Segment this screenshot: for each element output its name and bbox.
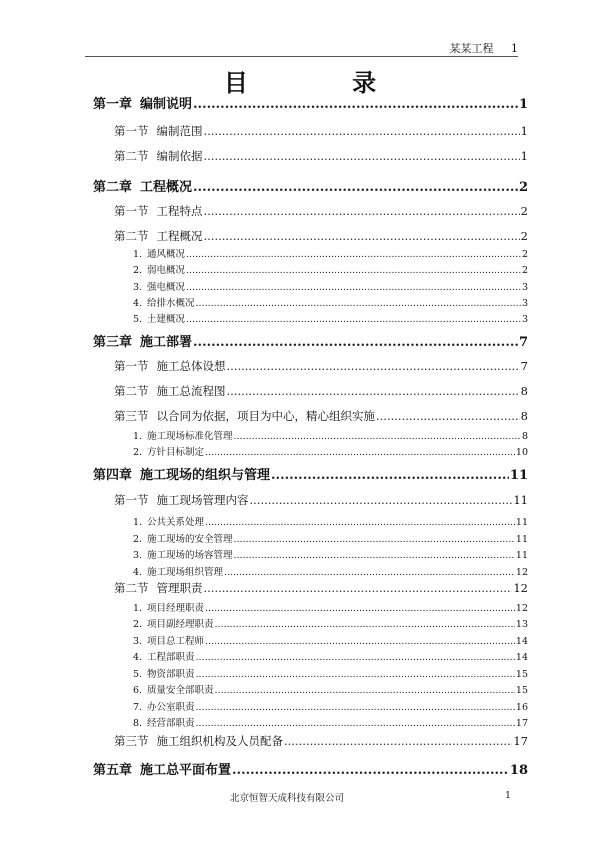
toc-entry-text: 项目副经理职责 [147,619,214,630]
toc-entry-page: 15 [515,685,528,696]
toc-entry-page: 17 [513,734,528,748]
toc-item[interactable] [133,699,528,713]
toc-title: 目 录 [223,68,425,97]
dot-leader [205,603,515,614]
toc-entry-label [114,148,203,164]
toc-entry-number: 7. [133,702,143,713]
toc-entry-number: 6. [133,685,143,696]
toc-item[interactable] [133,715,528,729]
toc-item[interactable] [133,246,528,260]
dot-leader [227,359,520,373]
toc-section[interactable] [114,203,528,219]
toc-chapter[interactable] [93,464,528,483]
toc-entry-number: 3. [133,636,143,647]
toc-entry-label [93,759,231,778]
toc-entry-text: 方针目标制定 [147,447,205,458]
toc-entry-text: 编制说明 [140,97,193,112]
toc-section[interactable] [114,580,528,596]
toc-entry-number: 第五章 [93,763,133,778]
toc-entry-page: 13 [515,619,528,630]
toc-entry-number: 第三节 [114,734,149,748]
toc-entry-number: 8. [133,718,143,729]
toc-entry-text: 施工现场标准化管理 [147,431,233,442]
dot-leader [234,550,515,561]
toc-section[interactable] [114,733,528,749]
toc-section[interactable] [114,358,528,374]
dot-leader [204,204,520,218]
dot-leader [204,229,520,243]
toc-entry-text: 弱电概况 [147,265,186,276]
toc-entry-number: 1. [133,431,143,442]
toc-entry-text: 质量安全部职责 [147,685,214,696]
toc-entry-label [133,649,195,663]
toc-entry-number: 第一章 [93,97,133,112]
toc-entry-page: 12 [513,581,528,595]
toc-entry-page: 3 [521,314,528,325]
dot-leader [196,298,521,309]
toc-entry-text: 工程部职责 [147,652,195,663]
toc-item[interactable] [133,295,528,309]
toc-entry-page: 3 [521,282,528,293]
toc-entry-text: 施工现场管理内容 [156,493,249,507]
toc-entry-page: 1 [520,124,528,138]
toc-entry-number: 2. [133,265,143,276]
dot-leader [196,702,515,713]
toc-entry-label [133,633,204,647]
dot-leader [250,493,513,507]
toc-entry-label [133,699,195,713]
toc-entry-page: 11 [515,550,528,561]
toc-entry-number: 第二章 [93,180,133,195]
toc-entry-page: 14 [515,652,528,663]
dot-leader [376,409,520,423]
toc-entry-label [114,203,203,219]
toc-entry-text: 工程概况 [156,229,203,243]
toc-entry-number: 第二节 [114,581,149,595]
toc-section[interactable] [114,148,528,164]
toc-entry-page: 11 [509,468,528,483]
footer-company: 北京恒智天成科技有限公司 [230,793,345,804]
toc-entry-number: 3. [133,550,143,561]
footer-page-number: 1 [505,790,512,801]
toc-entry-label [114,408,375,424]
toc-entry-label [133,616,214,630]
toc-item[interactable] [133,633,528,647]
toc-entry-page: 8 [520,409,528,423]
toc-entry-label [93,176,192,195]
toc-entry-number: 第一节 [114,124,149,138]
toc-entry-page: 1 [520,149,528,163]
toc-entry-label [114,228,203,244]
toc-entry-text: 施工总流程图 [156,384,226,398]
toc-entry-page: 7 [520,359,528,373]
toc-entry-text: 施工现场的组织与管理 [140,468,271,483]
dot-leader [215,619,515,630]
toc-entry-text: 办公室职责 [147,702,195,713]
toc-entry-number: 第二节 [114,384,149,398]
toc-entry-page: 15 [515,669,528,680]
dot-leader [193,335,518,350]
toc-entry-page: 2 [521,265,528,276]
toc-entry-page: 12 [515,567,528,578]
toc-entry-label [133,428,233,442]
toc-entry-label [133,295,195,309]
toc-entry-number: 5. [133,669,143,680]
dot-leader [193,97,518,112]
toc-entry-number: 第一节 [114,493,149,507]
dot-leader [284,734,512,748]
dot-leader [193,180,518,195]
toc-entry-number: 2. [133,447,143,458]
toc-entry-text: 经营部职责 [147,718,195,729]
toc-entry-text: 给排水概况 [147,298,195,309]
toc-entry-number: 第三章 [93,335,133,350]
dot-leader [196,718,515,729]
dot-leader [186,249,521,260]
toc-entry-text: 项目经理职责 [147,603,205,614]
toc-entry-text: 编制范围 [156,124,203,138]
toc-entry-text: 编制依据 [156,149,203,163]
toc-chapter[interactable] [93,759,528,778]
toc-entry-number: 2. [133,534,143,545]
toc-entry-label [133,514,204,528]
toc-entry-page: 7 [518,335,528,350]
toc-item[interactable] [133,682,528,696]
toc-entry-label [133,682,214,696]
dot-leader [224,567,515,578]
toc-entry-label [114,492,249,508]
toc-entry-text: 公共关系处理 [147,517,205,528]
toc-entry-text: 土建概况 [147,314,186,325]
toc-item[interactable] [133,564,528,578]
toc-entry-label [114,123,203,139]
toc-entry-text: 工程概况 [140,180,193,195]
toc-entry-number: 1. [133,603,143,614]
toc-item[interactable] [133,531,528,545]
toc-entry-text: 通风概况 [147,249,186,260]
toc-entry-text: 物资部职责 [147,669,195,680]
toc-entry-number: 5. [133,314,143,325]
toc-entry-number: 第三节 [114,409,149,423]
toc-item[interactable] [133,666,528,680]
toc-entry-label [133,564,223,578]
toc-entry-page: 16 [515,702,528,713]
toc-entry-text: 施工现场的场容管理 [147,550,233,561]
toc-entry-page: 8 [520,384,528,398]
toc-entry-page: 10 [515,447,528,458]
toc-entry-text: 以合同为依据，项目为中心，精心组织实施 [156,409,375,423]
dot-leader [205,447,515,458]
toc-chapter[interactable] [93,176,528,195]
toc-item[interactable] [133,262,528,276]
dot-leader [215,685,515,696]
toc-entry-page: 14 [515,636,528,647]
toc-entry-page: 2 [521,249,528,260]
toc-section[interactable] [114,228,528,244]
dot-leader [186,282,521,293]
toc-entry-number: 4. [133,298,143,309]
toc-entry-text: 项目总工程师 [147,636,205,647]
page-header [85,40,518,57]
toc-entry-page: 17 [515,718,528,729]
toc-entry-number: 第一节 [114,359,149,373]
dot-leader [234,431,521,442]
toc-entry-page: 3 [521,298,528,309]
toc-entry-page: 12 [515,603,528,614]
toc-entry-page: 2 [520,204,528,218]
toc-item[interactable] [133,649,528,663]
toc-entry-number: 第二节 [114,229,149,243]
toc-entry-number: 1. [133,517,143,528]
toc-item[interactable] [133,514,528,528]
header-page-number: 1 [511,42,518,55]
toc-entry-page: 11 [515,517,528,528]
toc-entry-label [93,331,192,350]
toc-entry-number: 3. [133,282,143,293]
toc-entry-number: 1. [133,249,143,260]
dot-leader [204,581,513,595]
toc-section[interactable] [114,492,528,508]
toc-entry-text: 工程特点 [156,204,203,218]
toc-entry-number: 4. [133,652,143,663]
toc-entry-number: 第一节 [114,204,149,218]
toc-item[interactable] [133,616,528,630]
toc-entry-label [93,464,270,483]
toc-entry-number: 4. [133,567,143,578]
toc-entry-page: 18 [509,763,528,778]
dot-leader [186,314,521,325]
toc-item[interactable] [133,444,528,458]
toc-entry-number: 2. [133,619,143,630]
dot-leader [196,669,515,680]
toc-entry-label [114,580,203,596]
toc-entry-text: 施工现场组织管理 [147,567,224,578]
toc-entry-label [133,666,195,680]
dot-leader [204,149,520,163]
header-title: 某某工程 [449,42,494,55]
toc-section[interactable] [114,123,528,139]
dot-leader [271,468,509,483]
toc-entry-number: 第二节 [114,149,149,163]
dot-leader [205,636,515,647]
toc-entry-label [93,93,192,112]
toc-entry-label [114,733,283,749]
toc-entry-page: 8 [521,431,528,442]
toc-entry-label [133,246,185,260]
toc-entry-label [133,715,195,729]
toc-entry-label [133,531,233,545]
toc-chapter[interactable] [93,93,528,112]
toc-entry-page: 11 [513,493,528,507]
toc-item[interactable] [133,428,528,442]
toc-entry-text: 施工组织机构及人员配备 [156,734,283,748]
dot-leader [234,534,515,545]
toc-section[interactable] [114,408,528,424]
toc-item[interactable] [133,600,528,614]
dot-leader [205,517,515,528]
toc-entry-label [133,311,185,325]
toc-section[interactable] [114,383,528,399]
toc-entry-label [133,262,185,276]
toc-item[interactable] [133,279,528,293]
toc-chapter[interactable] [93,331,528,350]
toc-entry-label [133,444,204,458]
toc-entry-text: 施工总平面布置 [140,763,232,778]
toc-entry-text: 施工总体设想 [156,359,226,373]
toc-entry-page: 11 [515,534,528,545]
toc-entry-label [133,600,204,614]
dot-leader [227,384,520,398]
dot-leader [196,652,515,663]
toc-entry-number: 第四章 [93,468,133,483]
toc-item[interactable] [133,311,528,325]
dot-leader [204,124,520,138]
toc-entry-text: 施工部署 [140,335,193,350]
toc-entry-page: 1 [518,97,528,112]
toc-entry-page: 2 [518,180,528,195]
toc-entry-text: 管理职责 [156,581,203,595]
dot-leader [186,265,521,276]
toc-entry-label [114,358,226,374]
toc-entry-text: 强电概况 [147,282,186,293]
toc-item[interactable] [133,547,528,561]
toc-entry-text: 施工现场的安全管理 [147,534,233,545]
toc-entry-label [133,547,233,561]
toc-entry-page: 2 [520,229,528,243]
toc-entry-label [133,279,185,293]
toc-entry-label [114,383,226,399]
dot-leader [232,763,509,778]
